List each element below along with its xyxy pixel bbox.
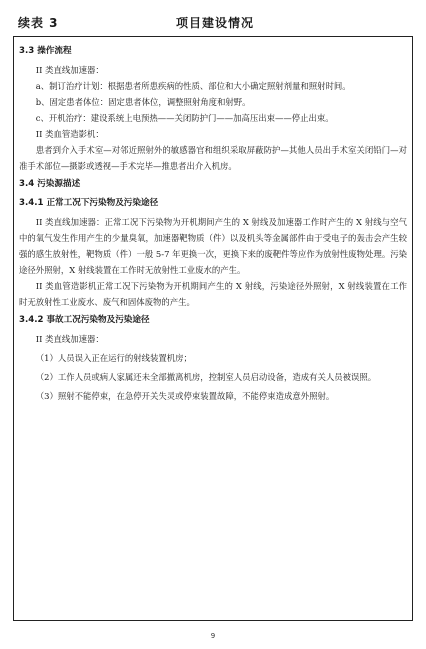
content-frame [13, 36, 413, 621]
paragraph: II 类血管造影机正常工况下污染物为开机期间产生的 X 射线，污染途径外照射，X 射线装置在工作时无放射性工业废水、废气和固体废物的产生。 [19, 281, 407, 307]
continued-table-label: 续表 3 [18, 16, 59, 30]
section-heading-3-3: 3.3 操作流程 [19, 46, 72, 56]
paragraph: （2）工作人员或病人家属还未全部撤离机房，控制室人员启动设备，造成有关人员被误照。 [35, 372, 377, 382]
paragraph: （1）人员误入正在运行的射线装置机房； [35, 353, 192, 363]
page-number: 9 [210, 632, 216, 640]
paragraph: b、固定患者体位：固定患者体位，调整照射角度和射野。 [35, 97, 251, 107]
paragraph: c、开机治疗：建设系统上电预热——关闭防护门——加高压出束——停止出束。 [35, 113, 334, 123]
paragraph: II 类直线加速器： [35, 65, 104, 75]
section-heading-3-4: 3.4 污染源描述 [19, 179, 81, 189]
section-heading-3-4-2: 3.4.2 事故工况污染物及污染途径 [19, 315, 150, 325]
paragraph: （3）照射不能停束，在急停开关失灵或停束装置故障，不能停束造成意外照射。 [35, 391, 335, 401]
document-body [19, 41, 407, 404]
paragraph: II 类直线加速器：正常工况下污染物为开机期间产生的 X 射线及加速器工作时产生的 X 射线与空气中的氧气发生作用产生的少量臭氧，加速器靶物质（件）以及机头等金属部件由于受电子的轰击会产生较强的感生放射性，靶物质（件）一般 5-7 年更换一次，更换下来的废靶件等应作为放射性废物处理。污染途径外照射，X 射线装置在工作时无放射性工业废水的产生。 [19, 217, 407, 275]
paragraph: II 类直线加速器： [35, 334, 104, 344]
paragraph: II 类血管造影机： [35, 129, 104, 139]
page-title: 项目建设情况 [176, 16, 255, 30]
page-header [14, 12, 414, 32]
paragraph: 患者到介入手术室—对邻近照射外的敏感器官和组织采取屏蔽防护—其他人员出手术室关闭铅门—对准手术部位—摄影或透视—手术完毕—推患者出介入机房。 [19, 145, 407, 171]
section-heading-3-4-1: 3.4.1 正常工况下污染物及污染途径 [19, 198, 159, 208]
paragraph: a、制订治疗计划：根据患者所患疾病的性质、部位和大小确定照射剂量和照射时间。 [35, 81, 351, 91]
